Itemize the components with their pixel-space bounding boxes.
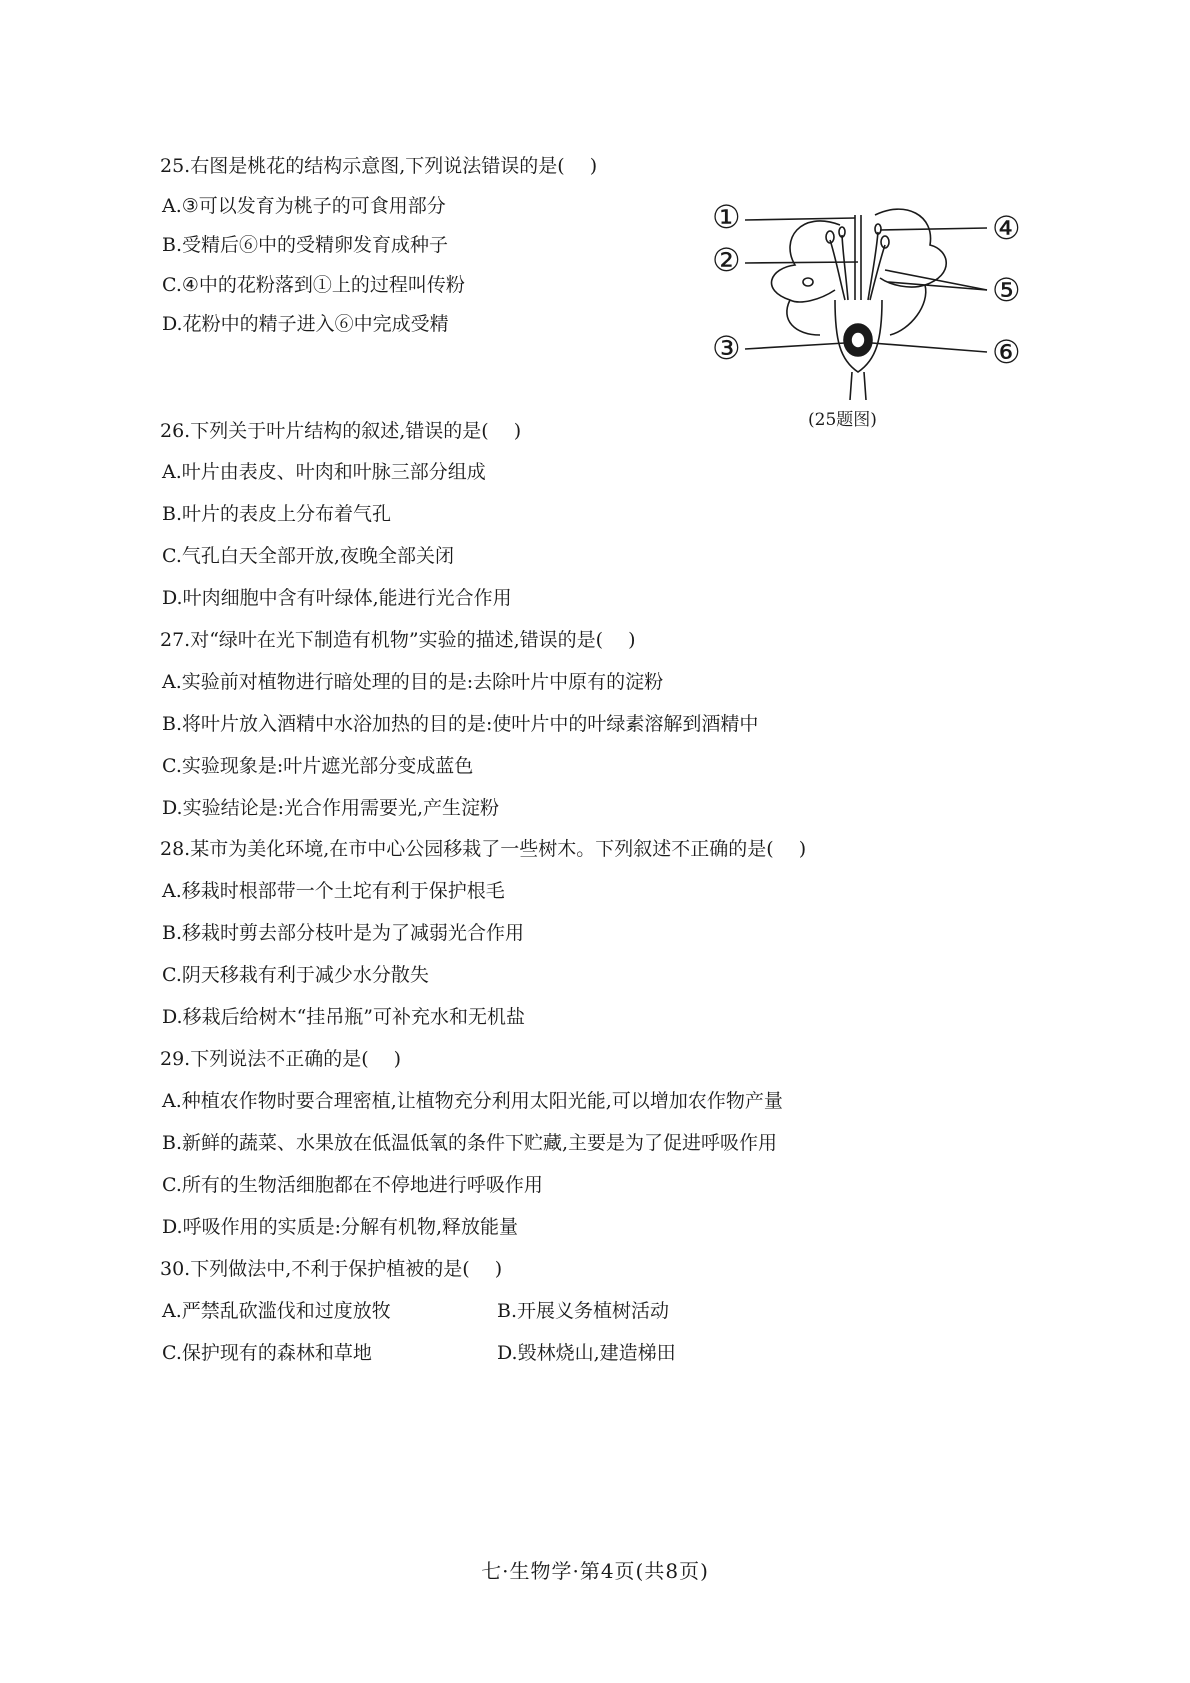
question-30-option-a: A.严禁乱砍滥伐和过度放牧	[162, 1300, 391, 1322]
question-30-option-b: B.开展义务植树活动	[497, 1300, 670, 1322]
figure-label-1: ①	[712, 198, 741, 236]
figure-label-2: ②	[712, 241, 741, 279]
question-26-option-c: C.气孔白天全部开放,夜晚全部关闭	[162, 545, 454, 567]
question-29-stem: 29.下列说法不正确的是( )	[160, 1048, 402, 1070]
question-28-stem: 28.某市为美化环境,在市中心公园移栽了一些树木。下列叙述不正确的是( )	[160, 838, 807, 860]
figure-label-5: ⑤	[992, 271, 1021, 309]
question-26-stem: 26.下列关于叶片结构的叙述,错误的是( )	[160, 420, 522, 442]
figure-label-4: ④	[992, 209, 1021, 247]
question-28-option-a: A.移栽时根部带一个土坨有利于保护根毛	[162, 880, 505, 902]
question-26-option-a: A.叶片由表皮、叶肉和叶脉三部分组成	[162, 461, 486, 483]
question-27-option-c: C.实验现象是:叶片遮光部分变成蓝色	[162, 755, 474, 777]
question-30-option-d: D.毁林烧山,建造梯田	[497, 1342, 676, 1364]
question-26-option-d: D.叶肉细胞中含有叶绿体,能进行光合作用	[162, 587, 512, 609]
question-30-stem: 30.下列做法中,不利于保护植被的是( )	[160, 1258, 503, 1280]
question-25-stem: 25.右图是桃花的结构示意图,下列说法错误的是( )	[160, 155, 598, 177]
question-25-option-d: D.花粉中的精子进入⑥中完成受精	[162, 313, 449, 335]
question-28-option-d: D.移栽后给树木“挂吊瓶”可补充水和无机盐	[162, 1006, 526, 1028]
question-27-stem: 27.对“绿叶在光下制造有机物”实验的描述,错误的是( )	[160, 629, 636, 651]
question-30-option-c: C.保护现有的森林和草地	[162, 1342, 372, 1364]
question-25-option-c: C.④中的花粉落到①上的过程叫传粉	[162, 274, 465, 296]
question-29-option-a: A.种植农作物时要合理密植,让植物充分利用太阳光能,可以增加农作物产量	[162, 1090, 783, 1112]
question-25-option-b: B.受精后⑥中的受精卵发育成种子	[162, 234, 449, 256]
question-27-option-b: B.将叶片放入酒精中水浴加热的目的是:使叶片中的叶绿素溶解到酒精中	[162, 713, 759, 735]
question-27-option-d: D.实验结论是:光合作用需要光,产生淀粉	[162, 797, 500, 819]
question-28-option-c: C.阴天移栽有利于减少水分散失	[162, 964, 429, 986]
page-footer: 七·生物学·第4页(共8页)	[481, 1559, 709, 1583]
question-29-option-b: B.新鲜的蔬菜、水果放在低温低氧的条件下贮藏,主要是为了促进呼吸作用	[162, 1132, 778, 1154]
question-26-option-b: B.叶片的表皮上分布着气孔	[162, 503, 392, 525]
figure-caption: (25题图)	[808, 410, 877, 430]
question-25-option-a: A.③可以发育为桃子的可食用部分	[162, 195, 446, 217]
question-29-option-c: C.所有的生物活细胞都在不停地进行呼吸作用	[162, 1174, 543, 1196]
question-29-option-d: D.呼吸作用的实质是:分解有机物,释放能量	[162, 1216, 519, 1238]
figure-label-6: ⑥	[992, 333, 1021, 371]
question-28-option-b: B.移栽时剪去部分枝叶是为了减弱光合作用	[162, 922, 525, 944]
figure-label-3: ③	[712, 329, 741, 367]
question-27-option-a: A.实验前对植物进行暗处理的目的是:去除叶片中原有的淀粉	[162, 671, 664, 693]
